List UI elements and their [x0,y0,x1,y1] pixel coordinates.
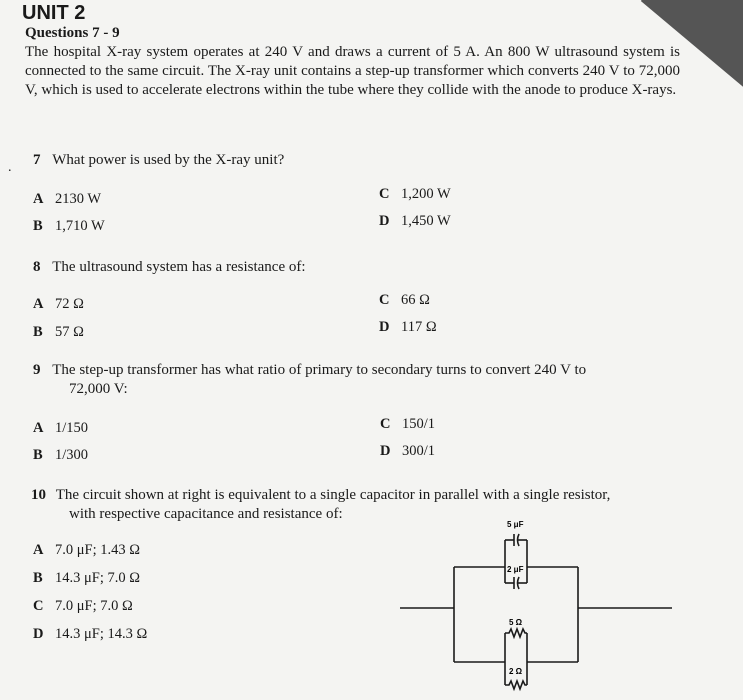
question-text: What power is used by the X-ray unit? [52,152,285,168]
option-text: 300/1 [402,443,436,459]
parallel-circuit-diagram [400,515,680,695]
question-text-line1: The step-up transformer has what ratio of primary to secondary turns to convert 240 V to [52,362,587,378]
option-text: 1,710 W [55,218,105,234]
option-letter: C [33,598,44,614]
q8-option-d[interactable] [379,319,437,336]
option-letter: A [33,542,44,558]
q9-option-b[interactable] [33,447,88,464]
question-number: 7 [33,152,41,168]
option-letter: B [33,570,43,586]
label-2-ohm: 2 Ω [509,667,523,676]
question-text: The ultrasound system has a resistance of: [52,259,306,275]
question-text-line2: 72,000 V: [69,381,128,397]
margin-dot: . [8,160,12,175]
option-letter: D [379,319,390,335]
question-number: 10 [31,487,46,503]
unit-heading: UNIT 2 [22,2,86,24]
q7-option-a[interactable] [33,191,101,208]
option-text: 14.3 μF; 7.0 Ω [55,570,141,586]
option-letter: C [379,292,390,308]
q7-option-c[interactable] [379,186,451,203]
q9-option-d[interactable] [380,443,435,460]
q8-option-c[interactable] [379,292,430,309]
q8-option-a[interactable] [33,296,84,313]
question-8 [33,259,306,276]
q9-option-a[interactable] [33,420,88,437]
option-letter: D [379,213,390,229]
q10-option-c[interactable] [33,598,133,615]
option-letter: C [380,416,391,432]
option-text: 1/300 [55,447,89,463]
option-letter: D [380,443,391,459]
option-letter: A [33,191,44,207]
resistor-2-ohm [505,681,527,689]
option-letter: A [33,420,44,436]
option-text: 1,450 W [401,213,451,229]
option-text: 150/1 [402,416,436,432]
option-text: 7.0 μF; 1.43 Ω [55,542,141,558]
option-text: 14.3 μF; 14.3 Ω [55,626,148,642]
option-letter: D [33,626,44,642]
option-letter: B [33,324,43,340]
question-9 [33,361,653,399]
question-text-line2: with respective capacitance and resistance of: [69,506,343,522]
intro-paragraph: The hospital X-ray system operates at 240 V and draws a current of 5 A. An 800 W ultrasound system is connected to the same circuit. The X-ray unit contains a step-up transformer which converts 240 V to 72,000 V, which is used to accelerate electrons within the tube where they collide with the anode to produce X-rays. [25,44,680,98]
question-7 [33,152,284,169]
option-text: 1,200 W [401,186,451,202]
q10-option-b[interactable] [33,570,140,587]
label-5-ohm: 5 Ω [509,618,523,627]
questions-range: Questions 7 - 9 [25,25,120,41]
option-text: 7.0 μF; 7.0 Ω [55,598,133,614]
q9-option-c[interactable] [380,416,435,433]
option-text: 66 Ω [401,292,430,308]
option-text: 117 Ω [401,319,437,335]
question-number: 9 [33,362,41,378]
q10-option-a[interactable] [33,542,140,559]
option-text: 57 Ω [55,324,84,340]
question-text-line1: The circuit shown at right is equivalent to a single capacitor in parallel with a single resistor, [55,487,611,503]
option-text: 1/150 [55,420,89,436]
q8-option-b[interactable] [33,324,84,341]
q10-option-d[interactable] [33,626,147,643]
option-text: 72 Ω [55,296,84,312]
q7-option-b[interactable] [33,218,105,235]
label-2-uf: 2 μF [507,565,524,574]
label-5-uf: 5 μF [507,520,524,529]
option-letter: B [33,447,43,463]
resistor-5-ohm [505,629,527,637]
option-text: 2130 W [55,191,102,207]
option-letter: B [33,218,43,234]
option-letter: A [33,296,44,312]
option-letter: C [379,186,390,202]
q7-option-d[interactable] [379,213,451,230]
question-number: 8 [33,259,41,275]
